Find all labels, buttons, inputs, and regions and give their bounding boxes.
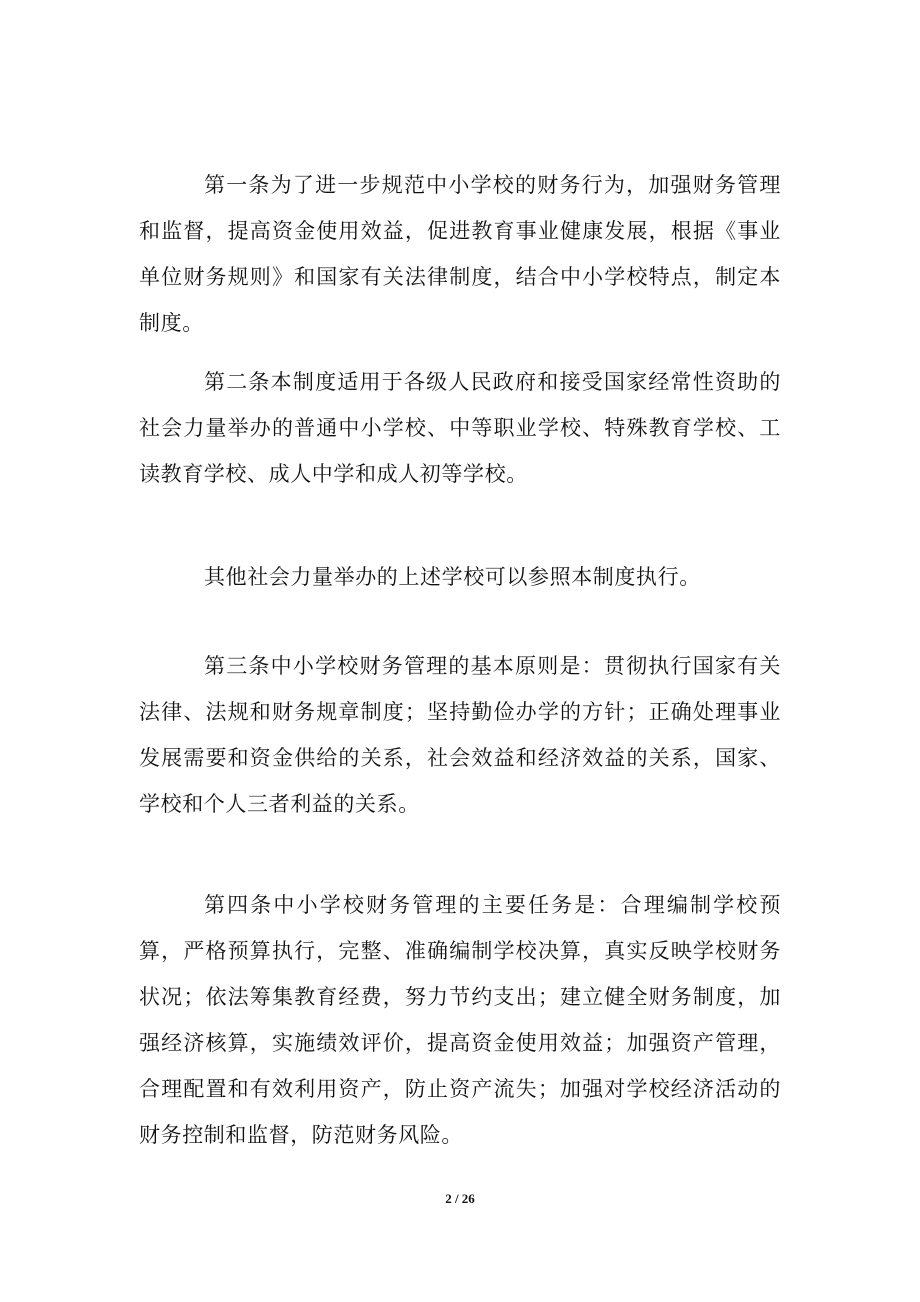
paragraph-article-3: 第三条中小学校财务管理的基本原则是：贯彻执行国家有关法律、法规和财务规章制度；坚持勤俭办学的方针；正确处理事业发展需要和资金供给的关系，社会效益和经济效益的关系，国家、学校和个人三者利益的关系。	[139, 654, 781, 816]
paragraph-article-1: 第一条为了进一步规范中小学校的财务行为，加强财务管理和监督，提高资金使用效益，促进教育事业健康发展，根据《事业单位财务规则》和国家有关法律制度，结合中小学校特点，制定本制度。	[139, 173, 781, 335]
paragraph-article-2: 第二条本制度适用于各级人民政府和接受国家经常性资助的社会力量举办的普通中小学校、中等职业学校、特殊教育学校、工读教育学校、成人中学和成人初等学校。	[139, 370, 781, 486]
paragraph-article-4: 第四条中小学校财务管理的主要任务是：合理编制学校预算，严格预算执行，完整、准确编制学校决算，真实反映学校财务状况；依法筹集教育经费，努力节约支出；建立健全财务制度，加强经济核算，实施绩效评价，提高资金使用效益；加强资产管理，合理配置和有效利用资产，防止资产流失；加强对学校经济活动的财务控制和监督，防范财务风险。	[139, 893, 781, 1147]
paragraph-other-schools: 其他社会力量举办的上述学校可以参照本制度执行。	[204, 565, 701, 589]
page-number: 2 / 26	[445, 1191, 475, 1206]
